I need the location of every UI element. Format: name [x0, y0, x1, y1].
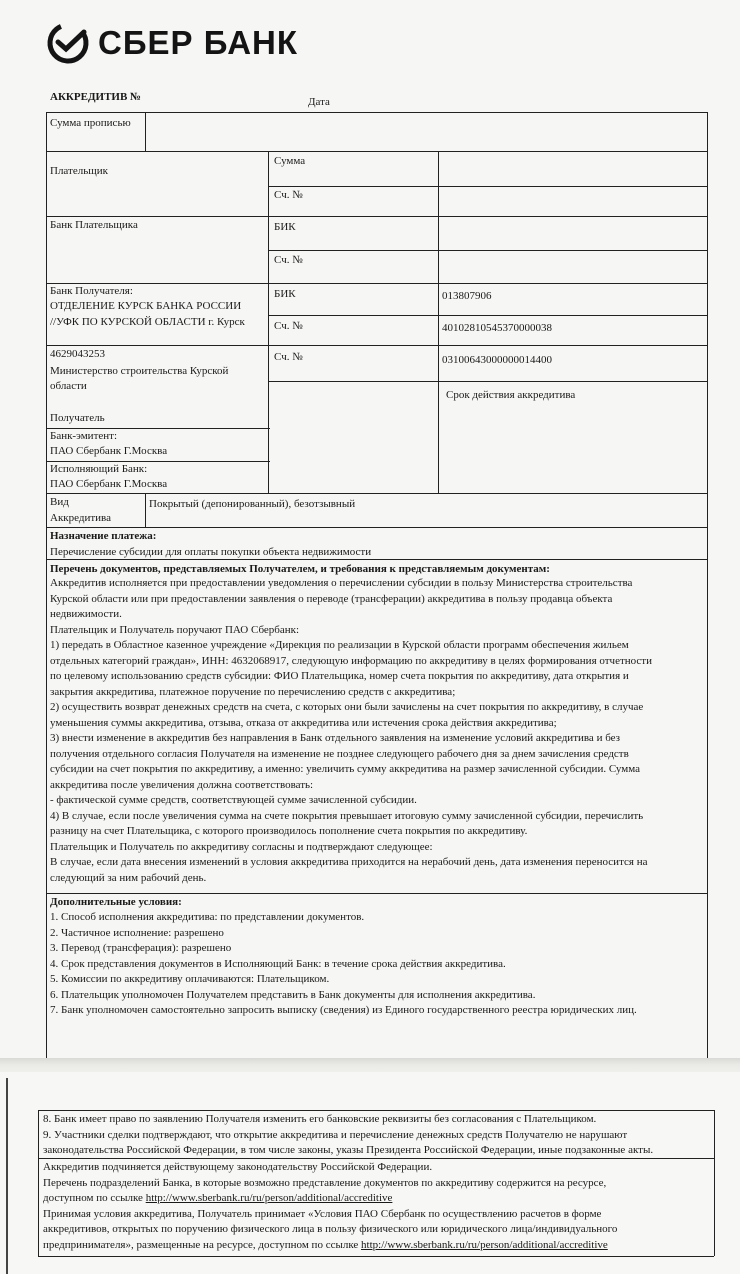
documents-line: следующий за ним рабочий день.	[50, 871, 207, 884]
payer-account-label: Сч. №	[274, 189, 303, 201]
condition-item: 1. Способ исполнения аккредитива: по представлении документов.	[50, 911, 365, 923]
documents-line: 1) передать в Областное казенное учреждение «Дирекция по реализации в Курской области программ обеспечения жильем	[50, 639, 629, 651]
documents-line: недвижимости.	[50, 608, 122, 620]
payer-bank-account-label: Сч. №	[274, 254, 303, 266]
issuing-bank-value: ПАО Сбербанк Г.Москва	[50, 445, 168, 457]
bank-logo-text: СБЕР БАНК	[98, 24, 299, 61]
type-label-1: Вид	[50, 496, 69, 508]
purpose-label: Назначение платежа:	[50, 530, 157, 542]
condition-item: 2. Частичное исполнение: разрешено	[50, 926, 224, 939]
recipient-bank-label: Банк Получателя:	[50, 285, 133, 297]
documents-line: В случае, если дата внесения изменений в условия аккредитива приходится на нерабочий день, дата изменения переносится на	[50, 856, 648, 868]
recipient-bank-line2: //УФК ПО КУРСКОЙ ОБЛАСТИ г. Курск	[50, 316, 245, 328]
law-line: Аккредитив подчиняется действующему законодательству Российской Федерации.	[43, 1161, 433, 1173]
amount-words-label: Сумма прописью	[50, 117, 131, 129]
recipient-bank-account-value: 40102810545370000038	[442, 322, 552, 334]
issuing-bank-label: Банк-эмитент:	[50, 430, 118, 442]
accept-line-1: Принимая условия аккредитива, Получатель принимает «Условия ПАО Сбербанк по осуществлению расчетов в форме	[43, 1207, 602, 1220]
accept-line-2: аккредитивов, открытых по поручению физического лица в пользу физического или юридического лица/индивидуального	[43, 1223, 618, 1235]
documents-line: 4) В случае, если после увеличения сумма на счете покрытия превышает итоговую сумму зачисленной субсидии, перечислить	[50, 809, 644, 822]
recipient-name-line2: области	[50, 380, 87, 392]
condition-item: 7. Банк уполномочен самостоятельно запросить выписку (сведения) из Единого государственного реестра юридических лиц.	[50, 1004, 637, 1016]
type-value: Покрытый (депонированный), безотзывный	[149, 498, 356, 510]
documents-heading: Перечень документов, представляемых Получателем, и требования к представляемым документам:	[50, 563, 550, 575]
additional-conditions-cont	[43, 1112, 653, 1159]
list-line-2	[43, 1191, 617, 1207]
documents-line: уменьшения суммы аккредитива, отзыва, отказа от аккредитива или истечения срока действия аккредитива;	[50, 716, 557, 729]
document-title: АККРЕДИТИВ №	[50, 91, 142, 103]
documents-line: отдельных категорий граждан», ИНН: 4632068917, следующую информацию по аккредитиву в целях формирования отчетности	[50, 654, 653, 667]
type-label-2: Аккредитива	[50, 512, 111, 524]
documents-line: закрытия аккредитива, платежное поручение по перечислению средств с аккредитива;	[50, 685, 456, 698]
documents-line: - фактической сумме средств, соответствующей сумме зачисленной субсидии.	[50, 794, 417, 806]
list-line-1: Перечень подразделений Банка, в которые возможно представление документов по аккредитиву содержится на ресурсе,	[43, 1176, 607, 1189]
documents-line: аккредитива после увеличения должна соответствовать:	[50, 778, 314, 791]
documents-body	[50, 576, 652, 886]
accept-line-3-prefix: предпринимателя», размещенные на ресурсе, доступном по ссылке	[43, 1238, 362, 1251]
documents-line: получения отдельного согласия Получателя на изменение не позднее следующего рабочего дня за днем зачисления средств	[50, 747, 629, 760]
recipient-bank-line1: ОТДЕЛЕНИЕ КУРСК БАНКА РОССИИ	[50, 300, 242, 312]
condition-item: 9. Участники сделки подтверждают, что открытие аккредитива и перечисление денежных средств Получателю не нарушают	[43, 1128, 628, 1141]
documents-line: Плательщик и Получатель по аккредитиву согласны и подтверждают следующее:	[50, 840, 433, 853]
payer-label: Плательщик	[50, 165, 108, 177]
payer-sum-label: Сумма	[274, 155, 306, 167]
additional-heading: Дополнительные условия:	[50, 896, 182, 908]
recipient-account-value: 03100643000000014400	[442, 354, 552, 366]
recipient-name-line1: Министерство строительства Курской	[50, 365, 229, 377]
executing-bank-value: ПАО Сбербанк Г.Москва	[50, 478, 168, 490]
documents-line: Аккредитив исполняется при предоставлении уведомления о перечислении субсидии в пользу Министерства строительства	[50, 577, 633, 589]
condition-item: законодательства Российской Федерации, в том числе законы, указы Президента Российской Федерации, иные подзаконные акты.	[43, 1144, 654, 1156]
documents-line: Плательщик и Получатель поручают ПАО Сбербанк:	[50, 623, 300, 636]
purpose-text: Перечисление субсидии для оплаты покупки объекта недвижимости	[50, 546, 372, 558]
documents-line: субсидии на счет покрытия по аккредитиву, а именно: увеличить сумму аккредитива на размер зачисленной субсидии. Сумма	[50, 763, 640, 775]
conditions-link[interactable]: http://www.sberbank.ru/ru/person/additional/accreditive	[361, 1238, 608, 1251]
recipient-bik-label: БИК	[274, 288, 296, 300]
condition-item: 3. Перевод (трансферация): разрешено	[50, 942, 232, 954]
footer-terms	[43, 1160, 617, 1253]
additional-conditions	[50, 910, 637, 1019]
recipient-account-label: Сч. №	[274, 351, 303, 363]
documents-line: 3) внести изменение в аккредитив без направления в Банк отдельного заявления на изменение условий аккредитива и без	[50, 732, 621, 744]
recipient-bank-account-label: Сч. №	[274, 320, 303, 332]
sber-check-icon	[46, 21, 90, 65]
documents-line: Курской области или при предоставлении заявления о переводе (трансферации) аккредитива в пользу продавца объекта	[50, 592, 613, 605]
recipient-bik-value: 013807906	[442, 290, 492, 302]
date-label: Дата	[308, 96, 330, 108]
condition-item: 6. Плательщик уполномочен Получателем представить в Банк документы для исполнения аккредитива.	[50, 988, 536, 1001]
documents-line: разницу на счет Плательщика, с которого производилось пополнение счета покрытия по аккредитиву.	[50, 825, 528, 837]
documents-line: по целевому использованию средств субсидии: ФИО Плательщика, номер счета покрытия по аккредитиву, дата открытия и	[50, 670, 629, 682]
recipient-inn: 4629043253	[50, 348, 105, 360]
payer-bank-label: Банк Плательщика	[50, 219, 138, 231]
condition-item: 5. Комиссии по аккредитиву оплачиваются: Плательщиком.	[50, 973, 330, 985]
condition-item: 8. Банк имеет право по заявлению Получателя изменить его банковские реквизиты без согласования с Плательщиком.	[43, 1113, 597, 1125]
validity-label: Срок действия аккредитива	[446, 389, 576, 401]
executing-bank-label: Исполняющий Банк:	[50, 463, 148, 475]
condition-item: 4. Срок представления документов в Исполняющий Банк: в течение срока действия аккредитива.	[50, 957, 506, 970]
recipient-label: Получатель	[50, 412, 105, 424]
documents-line: 2) осуществить возврат денежных средств на счета, с которых они были зачислены на счет покрытия по аккредитиву, в случае	[50, 701, 644, 713]
document-page-2	[0, 1072, 740, 1274]
payer-bik-label: БИК	[274, 221, 296, 233]
accept-line-3	[43, 1238, 617, 1254]
accreditive-link[interactable]: http://www.sberbank.ru/ru/person/additional/accreditive	[145, 1192, 393, 1204]
sber-logo	[46, 18, 298, 68]
list-line-2-prefix: доступном по ссылке	[43, 1192, 146, 1204]
